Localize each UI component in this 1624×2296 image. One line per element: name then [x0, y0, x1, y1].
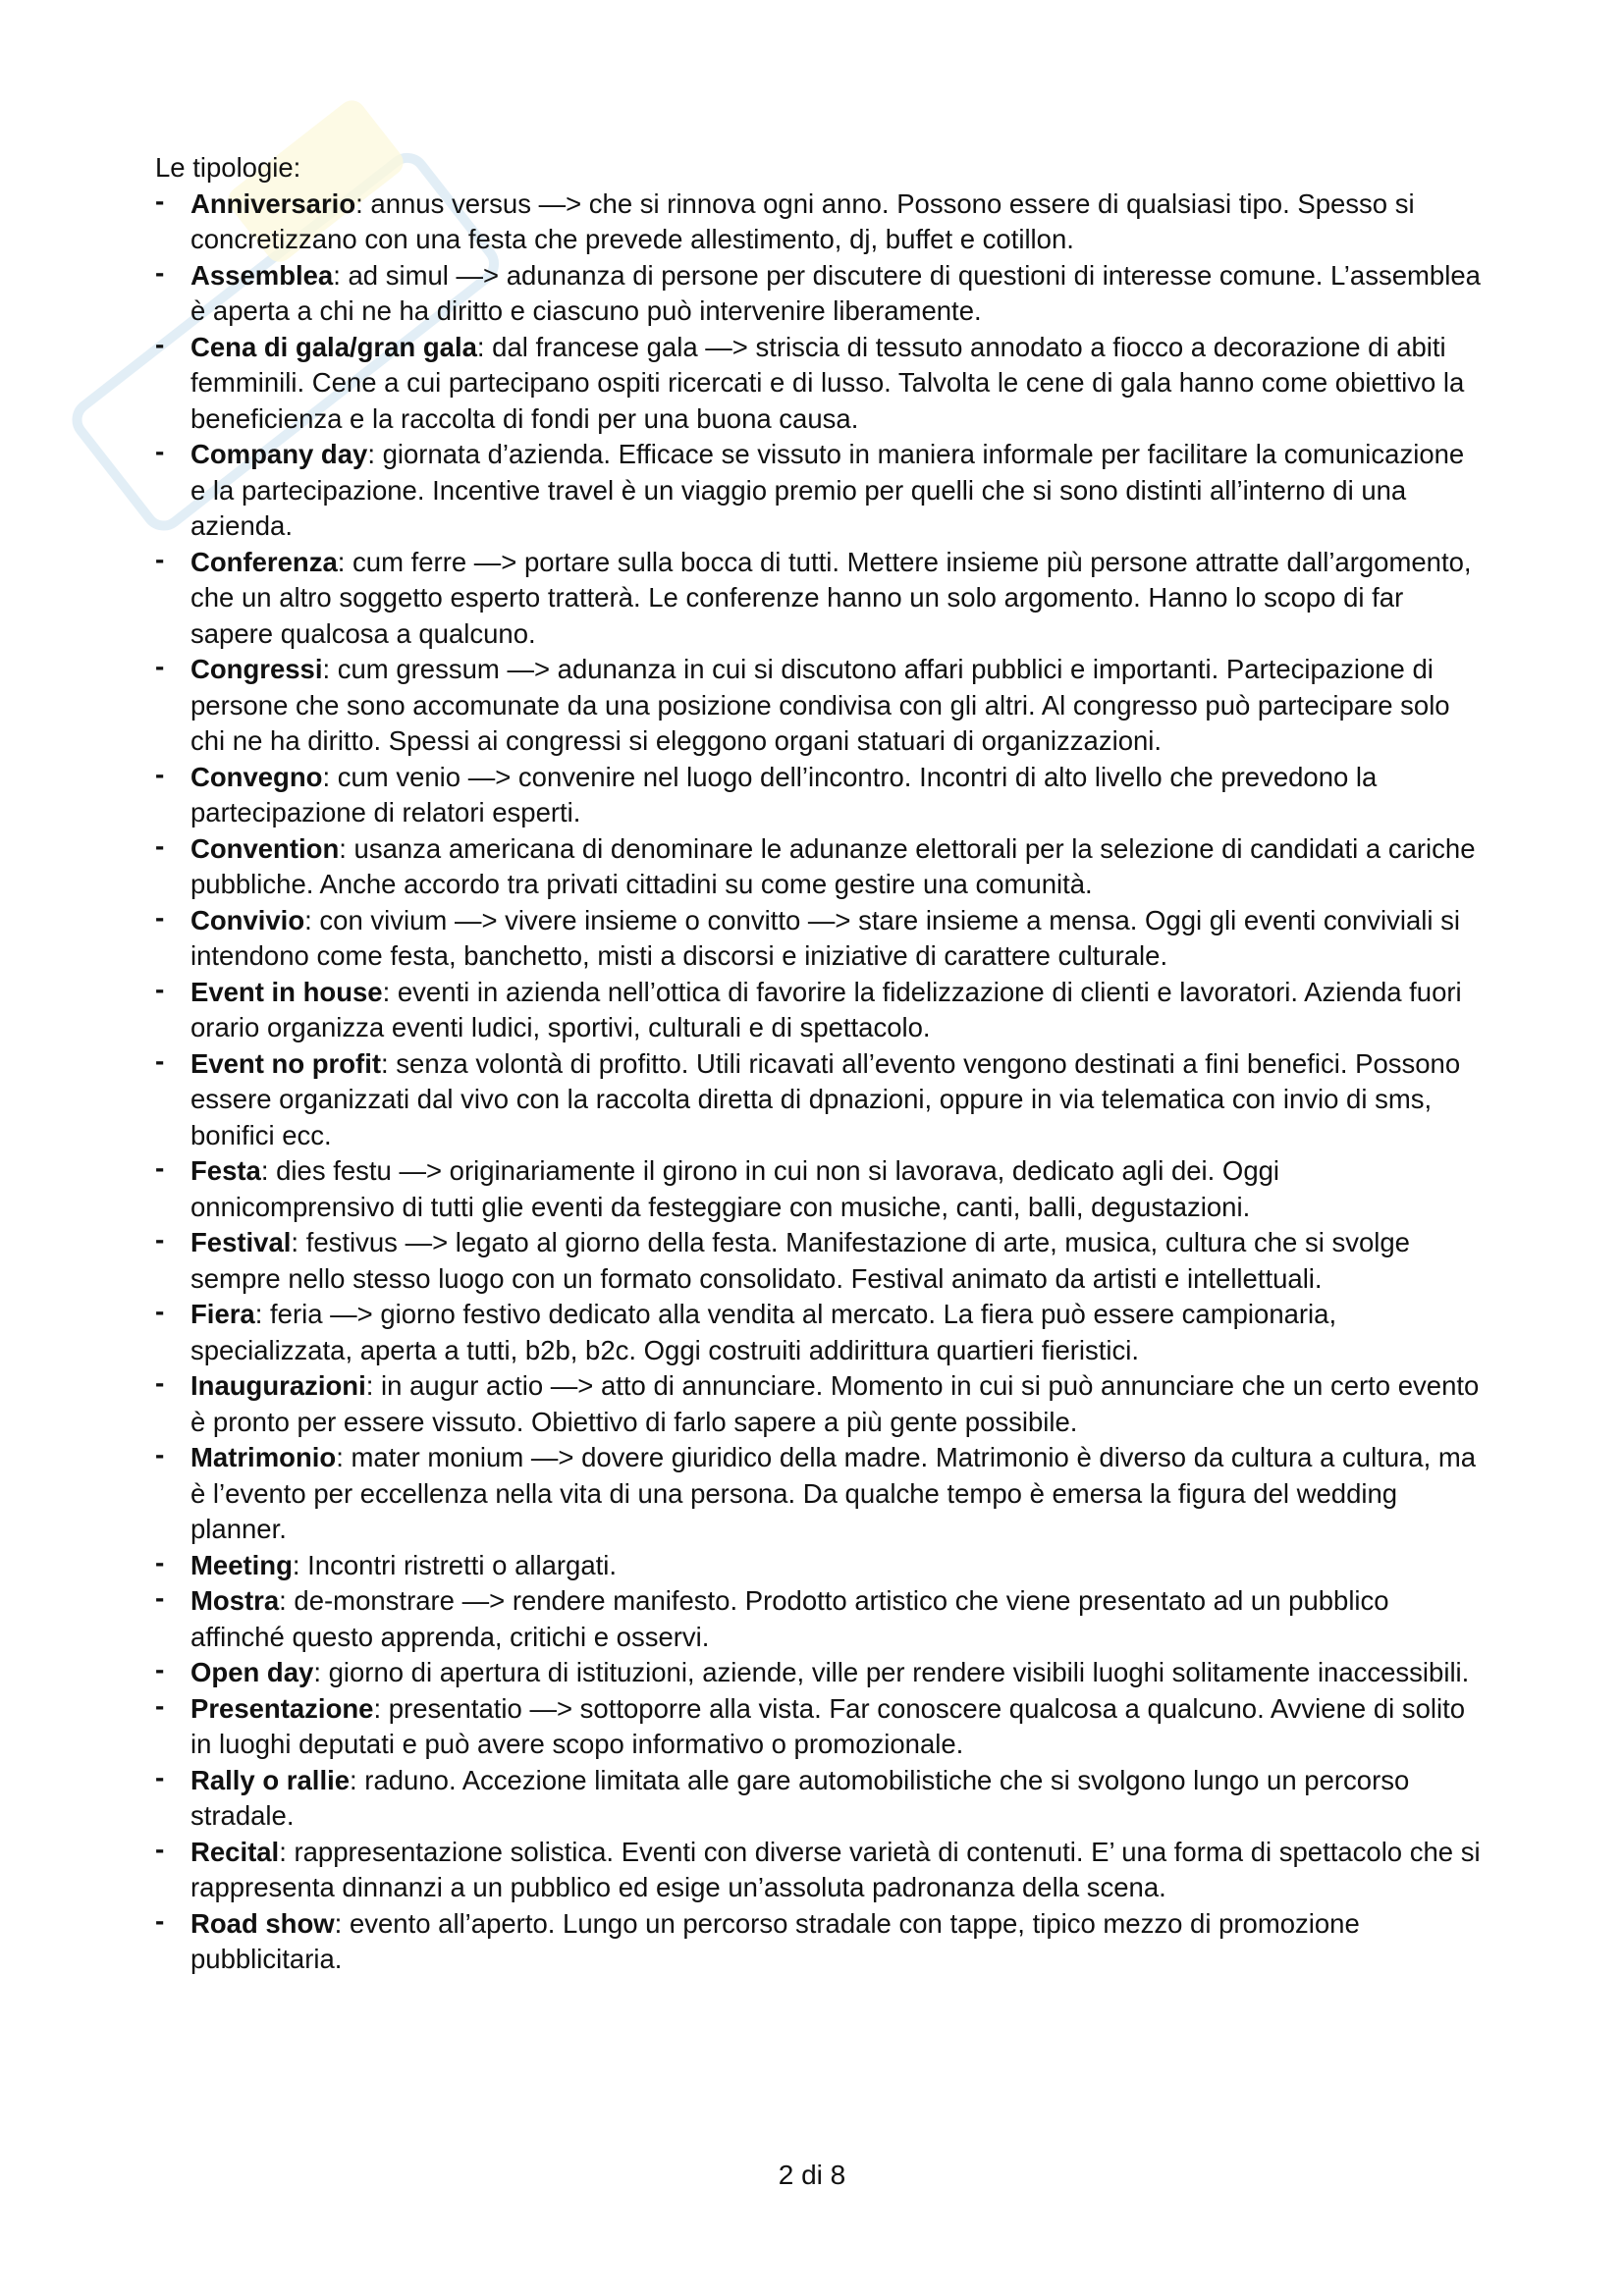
bullet-dash: -	[155, 1582, 165, 1613]
list-item	[155, 831, 1481, 903]
item-description: : senza volontà di profitto. Utili ricavati all’evento vengono destinati a fini benefici. Possono essere organizzati dal vivo con la raccolta diretta di dpnazioni, oppure in via telematica con invio di sms, bonifici ecc.	[190, 1047, 1461, 1150]
item-term: Rally o rallie	[190, 1764, 351, 1795]
bullet-dash: -	[155, 829, 165, 861]
item-description: : eventi in azienda nell’ottica di favorire la fidelizzazione di clienti e lavoratori. Azienda fuori orario organizza eventi ludici, sportivi, culturali e di spettacolo.	[190, 976, 1462, 1042]
list-item	[155, 975, 1481, 1046]
item-description: : cum ferre —> portare sulla bocca di tutti. Mettere insieme più persone attratte dall’argomento, che un altro soggetto esperto tratterà. Le conferenze hanno un solo argomento. Hanno lo scopo di far sapere qualcosa a qualcuno.	[190, 546, 1472, 649]
item-description: : annus versus —> che si rinnova ogni anno. Possono essere di qualsiasi tipo. Spesso si concretizzano con una festa che prevede allestimento, dj, buffet e cotillon.	[190, 187, 1415, 254]
bullet-dash: -	[155, 1904, 165, 1936]
item-term: Mostra	[190, 1585, 280, 1616]
item-term: Inaugurazioni	[190, 1370, 366, 1401]
item-term: Event in house	[190, 976, 383, 1007]
event-types-list	[155, 187, 1481, 1978]
bullet-dash: -	[155, 1439, 165, 1469]
item-description: : festivus —> legato al giorno della festa. Manifestazione di arte, musica, cultura che si svolge sempre nello stesso luogo con un formato consolidato. Festival animato da artisti e intellettuali.	[190, 1227, 1410, 1294]
item-description: : dies festu —> originariamente il girono in cui non si lavorava, dedicato agli dei. Oggi onnicomprensivo di tutti glie eventi da festeggiare con musiche, canti, balli, degustazioni.	[190, 1155, 1280, 1222]
list-item	[155, 1583, 1481, 1655]
list-item	[155, 1548, 1481, 1584]
item-term: Convivio	[190, 904, 305, 935]
item-description: : Incontri ristretti o allargati.	[292, 1549, 618, 1580]
item-description: : giornata d’azienda. Efficace se vissuto in maniera informale per facilitare la comunicazione e la partecipazione. Incentive travel è un viaggio premio per quelli che si sono distinti all’interno di una azienda.	[190, 439, 1465, 541]
item-term: Recital	[190, 1836, 280, 1867]
list-item	[155, 330, 1481, 438]
list-item	[155, 1906, 1481, 1978]
item-description: : in augur actio —> atto di annunciare. Momento in cui si può annunciare che un certo evento è pronto per essere vissuto. Obiettivo di farlo sapere a più gente possibile.	[190, 1370, 1480, 1437]
bullet-dash: -	[155, 185, 165, 216]
list-item	[155, 187, 1481, 258]
item-term: Festival	[190, 1227, 292, 1257]
item-term: Convention	[190, 832, 340, 864]
list-item	[155, 1368, 1481, 1440]
item-description: : rappresentazione solistica. Eventi con diverse varietà di contenuti. E’ una forma di spettacolo che si rappresenta dinnanzi a un pubblico ed esige un’assoluta padronanza della scena.	[190, 1836, 1481, 1902]
list-item	[155, 903, 1481, 975]
item-description: : ad simul —> adunanza di persone per discutere di questioni di interesse comune. L’assemblea è aperta a chi ne ha diritto e ciascuno può intervenire liberamente.	[190, 259, 1481, 326]
bullet-dash: -	[155, 973, 165, 1004]
document-page	[155, 150, 1481, 1978]
item-term: Fiera	[190, 1299, 255, 1329]
page-number: 2 di 8	[778, 2160, 846, 2190]
item-term: Company day	[190, 439, 368, 469]
item-description: : con vivium —> vivere insieme o convitto —> stare insieme a mensa. Oggi gli eventi conviviali si intendono come festa, banchetto, misti a discorsi e iniziative di carattere culturale.	[190, 904, 1460, 971]
list-item	[155, 652, 1481, 760]
bullet-dash: -	[155, 1761, 165, 1792]
item-term: Festa	[190, 1155, 261, 1186]
item-description: : evento all’aperto. Lungo un percorso stradale con tappe, tipico mezzo di promozione pubblicitaria.	[190, 1907, 1360, 1974]
bullet-dash: -	[155, 1689, 165, 1721]
item-description: : cum venio —> convenire nel luogo dell’incontro. Incontri di alto livello che prevedono la partecipazione di relatori esperti.	[190, 761, 1378, 828]
item-term: Open day	[190, 1657, 314, 1687]
item-term: Conferenza	[190, 546, 338, 577]
list-item	[155, 760, 1481, 831]
item-term: Congressi	[190, 654, 323, 684]
bullet-dash: -	[155, 651, 165, 681]
list-item	[155, 1440, 1481, 1548]
bullet-dash: -	[155, 436, 165, 466]
bullet-dash: -	[155, 1654, 165, 1684]
bullet-dash: -	[155, 1833, 165, 1864]
bullet-dash: -	[155, 1367, 165, 1398]
item-description: : usanza americana di denominare le adunanze elettorali per la selezione di candidati a cariche pubbliche. Anche accordo tra privati cittadini su come gestire una comunità.	[190, 832, 1476, 899]
item-term: Matrimonio	[190, 1442, 337, 1472]
bullet-dash: -	[155, 256, 165, 288]
item-term: Meeting	[190, 1549, 293, 1580]
bullet-dash: -	[155, 1546, 165, 1577]
item-description: : raduno. Accezione limitata alle gare automobilistiche che si svolgono lungo un percorso stradale.	[190, 1764, 1410, 1831]
list-item	[155, 1835, 1481, 1906]
list-item	[155, 437, 1481, 545]
list-item	[155, 545, 1481, 653]
bullet-dash: -	[155, 1152, 165, 1183]
list-item	[155, 1763, 1481, 1835]
bullet-dash: -	[155, 901, 165, 933]
item-description: : mater monium —> dovere giuridico della madre. Matrimonio è diverso da cultura a cultura, ma è l’evento per eccellenza nella vita di una persona. Da qualche tempo è emersa la figura del wedding planner.	[190, 1442, 1477, 1544]
section-heading: Le tipologie:	[155, 152, 301, 183]
item-description: : de-monstrare —> rendere manifesto. Prodotto artistico che viene presentato ad un pubblico affinché questo apprenda, critichi e osservi.	[190, 1585, 1389, 1652]
item-description: : presentatio —> sottoporre alla vista. Far conoscere qualcosa a qualcuno. Avviene di solito in luoghi deputati e può avere scopo informativo o promozionale.	[190, 1692, 1466, 1759]
item-description: : giorno di apertura di istituzioni, aziende, ville per rendere visibili luoghi solitamente inaccessibili.	[313, 1657, 1470, 1687]
bullet-dash: -	[155, 758, 165, 789]
list-item	[155, 1046, 1481, 1154]
list-item	[155, 1225, 1481, 1297]
bullet-dash: -	[155, 1296, 165, 1326]
item-term: Cena di gala/gran gala	[190, 331, 477, 362]
list-item	[155, 1655, 1481, 1691]
bullet-dash: -	[155, 328, 165, 359]
bullet-dash: -	[155, 543, 165, 574]
item-description: : cum gressum —> adunanza in cui si discutono affari pubblici e importanti. Partecipazione di persone che sono accomunate da una posizione condivisa con gli altri. Al congresso può partecipare solo chi ne ha diritto. Spessi ai congressi si eleggono organi statuari di organizzazioni.	[190, 654, 1450, 756]
bullet-dash: -	[155, 1044, 165, 1076]
item-term: Presentazione	[190, 1692, 374, 1724]
item-term: Assemblea	[190, 259, 334, 291]
item-term: Event no profit	[190, 1047, 382, 1079]
item-term: Road show	[190, 1907, 335, 1939]
list-item	[155, 1691, 1481, 1763]
item-description: : feria —> giorno festivo dedicato alla vendita al mercato. La fiera può essere campionaria, specializzata, aperta a tutti, b2b, b2c. Oggi costruiti addirittura quartieri fieristici.	[190, 1299, 1337, 1365]
item-term: Convegno	[190, 761, 323, 792]
item-term: Anniversario	[190, 187, 356, 219]
list-item	[155, 1153, 1481, 1225]
list-item	[155, 1297, 1481, 1368]
list-item	[155, 258, 1481, 330]
item-description: : dal francese gala —> striscia di tessuto annodato a fiocco a decorazione di abiti femminili. Cene a cui partecipano ospiti ricercati e di lusso. Talvolta le cene di gala hanno come obiettivo la beneficienza e la raccolta di fondi per una buona causa.	[190, 331, 1465, 434]
bullet-dash: -	[155, 1224, 165, 1255]
